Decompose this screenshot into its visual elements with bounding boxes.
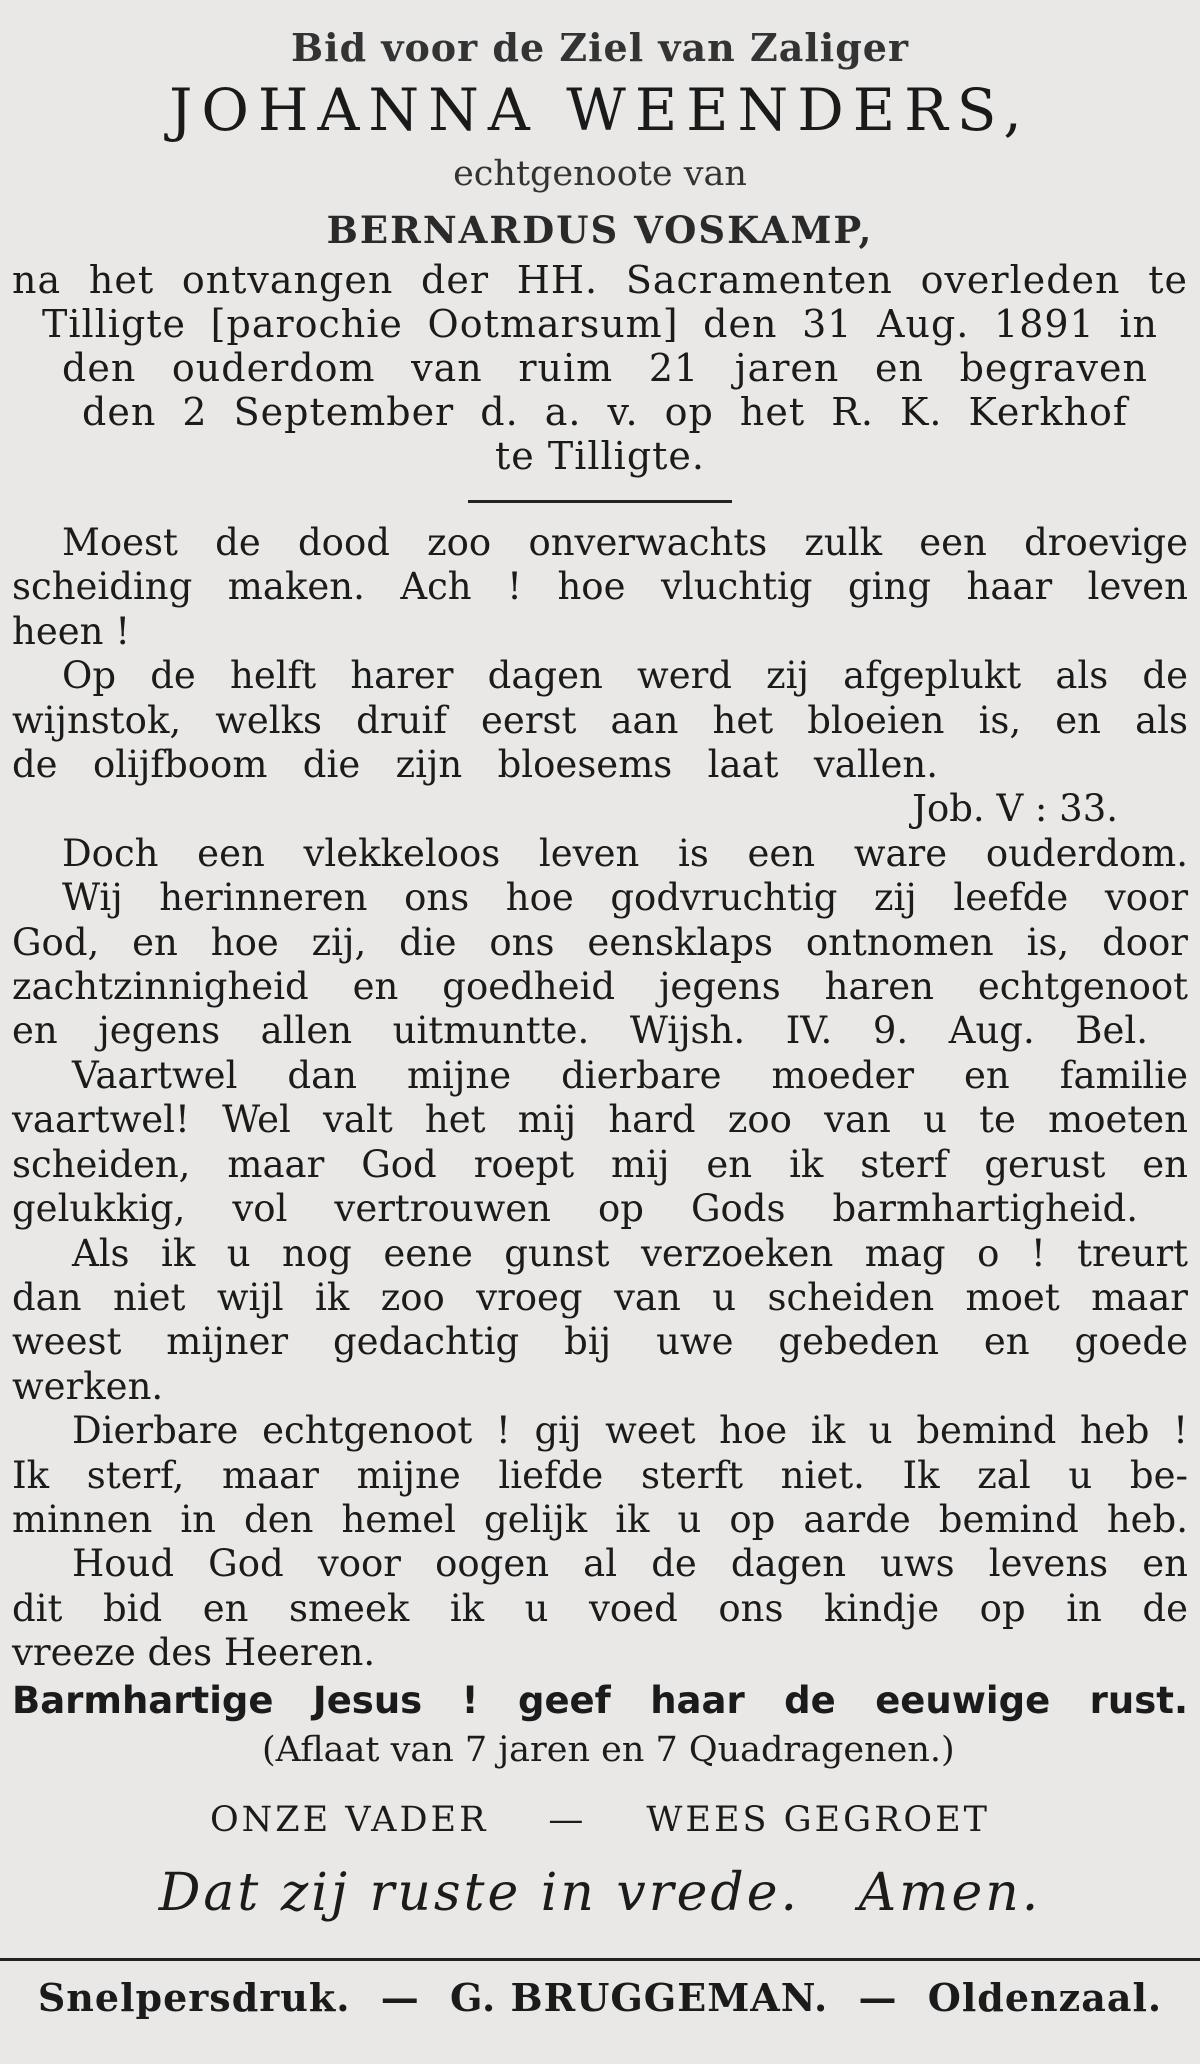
deceased-name: JOHANNA WEENDERS, xyxy=(169,76,1031,144)
text-line: Doch een vlekkeloos leven is een ware ouderdom. xyxy=(62,831,1188,875)
prayer-our-father: ONZE VADER xyxy=(209,1799,489,1840)
intro-line: na het ontvangen der HH. Sacramenten overleden te xyxy=(12,258,1188,302)
body-text xyxy=(12,521,1188,1676)
text-line: scheiden, maar God roept mij en ik sterf gerust en xyxy=(12,1142,1188,1186)
footer-dash: — xyxy=(858,1975,898,2020)
text-line: dit bid en smeek ik u voed ons kindje op in de xyxy=(12,1586,1188,1630)
relation-text: echtgenoote van xyxy=(453,154,747,194)
text-line: Houd God voor oogen al de dagen uws levens en xyxy=(72,1542,1188,1586)
text-line: scheiding maken. Ach ! hoe vluchtig ging haar leven xyxy=(12,565,1188,609)
spouse-name: BERNARDUS VOSKAMP, xyxy=(326,208,874,252)
intro-line: te Tilligte. xyxy=(495,434,705,478)
scripture-reference: Job. V : 33. xyxy=(912,787,1118,831)
printer-label: Snelpersdruk. xyxy=(37,1975,351,2020)
text-line: de olijfboom die zijn bloesems laat vallen. xyxy=(12,743,938,787)
intro-line: Tilligte [parochie Ootmarsum] den 31 Aug. 1891 in xyxy=(42,302,1158,346)
text-line: wijnstok, welks druif eerst aan het bloeien is, en als xyxy=(12,698,1188,742)
printer-name: G. BRUGGEMAN. xyxy=(449,1975,829,2020)
text-line: Ik sterf, maar mijne liefde sterft niet. Ik zal u be- xyxy=(12,1453,1188,1497)
text-line: dan niet wijl ik zoo vroeg van u scheiden moet maar xyxy=(12,1275,1188,1319)
indulgence-note: (Aflaat van 7 jaren en 7 Quadragenen.) xyxy=(262,1729,955,1770)
text-line: zachtzinnigheid en goedheid jegens haren echtgenoot xyxy=(12,965,1188,1009)
intro-line: den 2 September d. a. v. op het R. K. Kerkhof xyxy=(82,390,1128,434)
text-line: Op de helft harer dagen werd zij afgeplukt als de xyxy=(62,654,1188,698)
footer-dash: — xyxy=(380,1975,420,2020)
text-line: Vaartwel dan mijne dierbare moeder en familie xyxy=(72,1053,1188,1097)
text-line: Als ik u nog eene gunst verzoeken mag o ! treurt xyxy=(72,1231,1188,1275)
text-line: heen ! xyxy=(12,609,131,653)
text-line: minnen in den hemel gelijk ik u op aarde bemind heb. xyxy=(12,1497,1188,1541)
text-line: weest mijner gedachtig bij uwe gebeden en goede xyxy=(12,1320,1188,1364)
prayer-hail-mary: WEES GEGROET xyxy=(646,1799,991,1840)
invocation: Barmhartige Jesus ! geef haar de eeuwige rust. xyxy=(12,1678,1188,1722)
text-line: werken. xyxy=(12,1364,164,1408)
printer-footer xyxy=(0,1970,1200,2026)
text-line: Wij herinneren ons hoe godvruchtig zij leefde voor xyxy=(62,876,1188,920)
text-line: en jegens allen uitmuntte. Wijsh. IV. 9. Aug. Bel. xyxy=(12,1009,1148,1053)
text-line: Moest de dood zoo onverwachts zulk een droevige xyxy=(62,521,1188,564)
divider xyxy=(468,500,732,503)
closing-line: Dat zij ruste in vrede. Amen. xyxy=(158,1862,1042,1923)
prayer-list xyxy=(12,1784,1188,1856)
text-line: gelukkig, vol vertrouwen op Gods barmhartigheid. xyxy=(12,1187,1138,1231)
footer-divider xyxy=(0,1958,1200,1961)
text-line: vreeze des Heeren. xyxy=(12,1631,376,1675)
text-line: vaartwel! Wel valt het mij hard zoo van u te moeten xyxy=(12,1098,1188,1142)
prayer-intro: Bid voor de Ziel van Zaliger xyxy=(291,25,909,70)
text-line: Dierbare echtgenoot ! gij weet hoe ik u bemind heb ! xyxy=(72,1409,1188,1453)
text-line: God, en hoe zij, die ons eensklaps ontnomen is, door xyxy=(12,920,1188,964)
intro-line: den ouderdom van ruim 21 jaren en begraven xyxy=(62,346,1148,390)
intro-block xyxy=(12,258,1188,478)
prayer-separator: — xyxy=(548,1799,587,1840)
printer-place: Oldenzaal. xyxy=(927,1975,1163,2020)
